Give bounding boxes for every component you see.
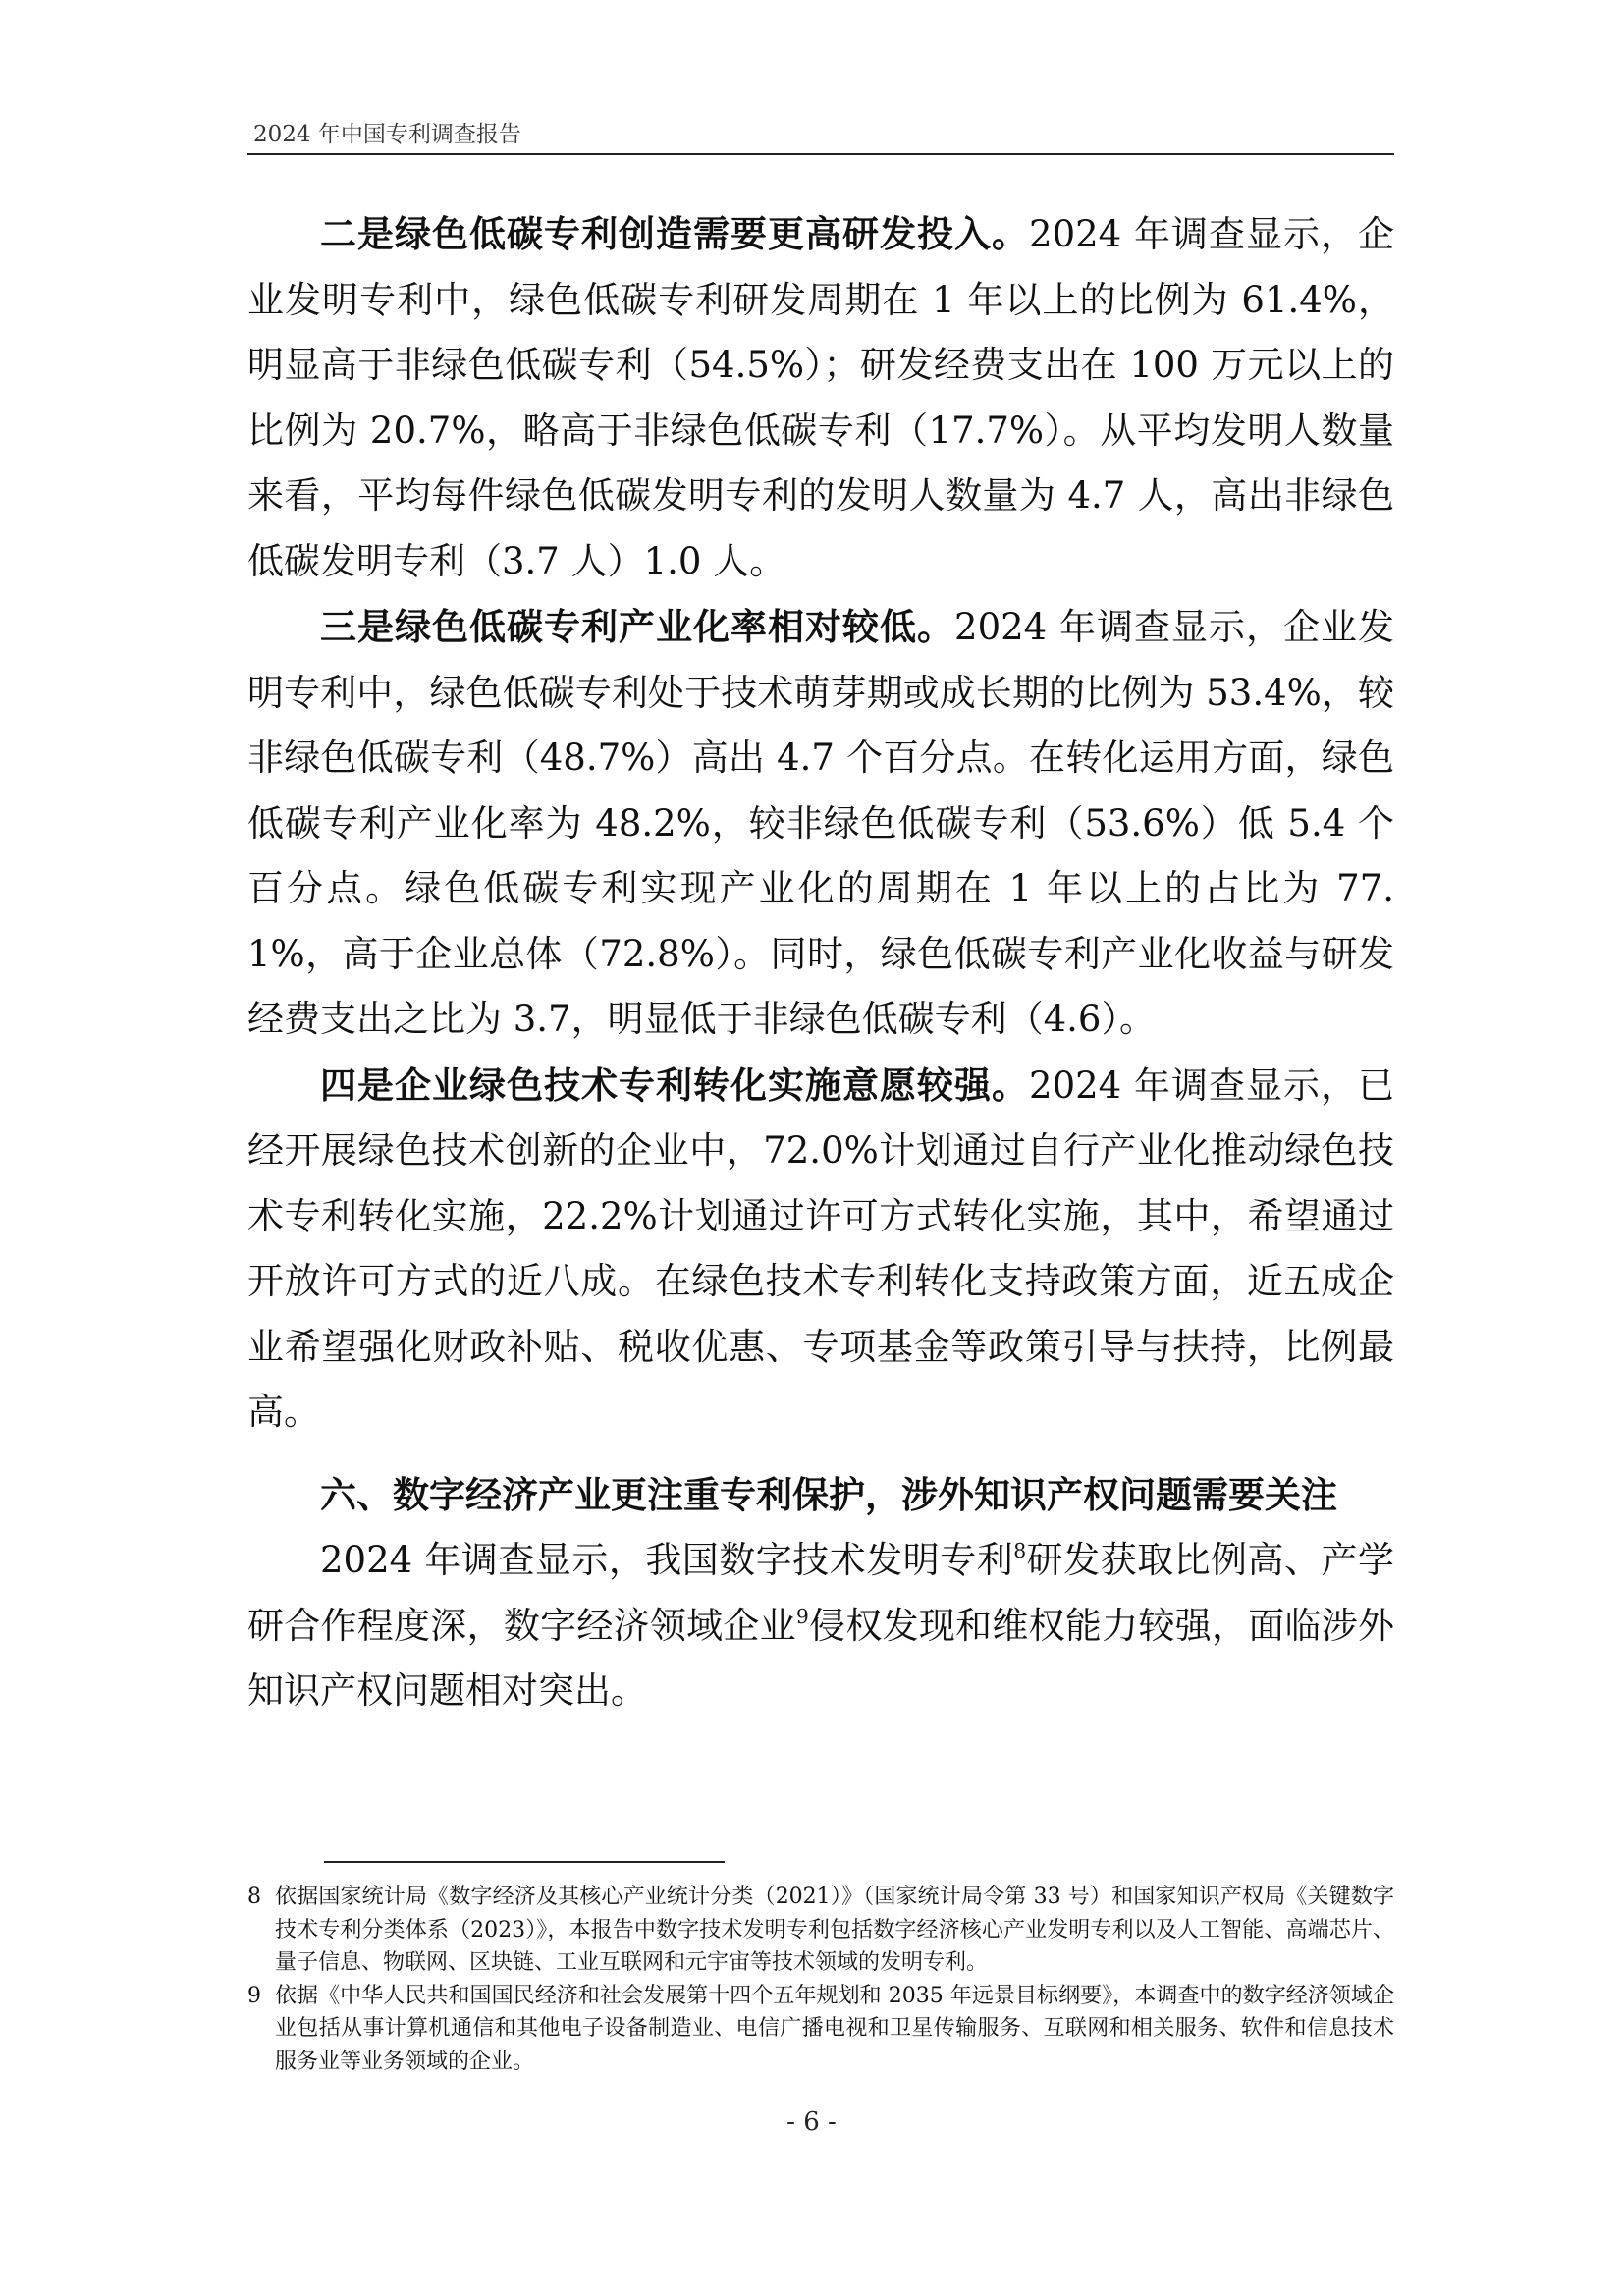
- paragraph-green-transfer-willingness: [247, 1053, 1394, 1446]
- section-text-2: 研发获取比例高、产学研合作程度深，数字经济领域企业: [247, 1539, 1394, 1647]
- paragraph-body: 2024 年调查显示，企业发明专利中，绿色低碳专利处于技术萌芽期或成长期的比例为 53.4%，较非绿色低碳专利（48.7%）高出 4.7 个百分点。在转化运用方面，绿色低碳专利产业化率为 48.2%，较非绿色低碳专利（53.6%）低 5.4 个百分点。绿色低碳专利实现产业化的周期在 1 年以上的占比为 77.1%，高于企业总体（72.8%）。同时，绿色低碳专利产业化收益与研发经费支出之比为 3.7，明显低于非绿色低碳专利（4.6）。: [247, 606, 1394, 1040]
- page-number: - 6 -: [786, 2107, 837, 2137]
- paragraph-body: 2024 年调查显示，已经开展绿色技术创新的企业中，72.0%计划通过自行产业化推动绿色技术专利转化实施，22.2%计划通过许可方式转化实施，其中，希望通过开放许可方式的近八成。在绿色技术专利转化支持政策方面，近五成企业希望强化财政补贴、税收优惠、专项基金等政策引导与扶持，比例最高。: [247, 1064, 1394, 1433]
- footnote-ref-8[interactable]: 8: [1013, 1538, 1027, 1562]
- paragraph-lead: 三是绿色低碳专利产业化率相对较低。: [320, 605, 955, 648]
- paragraph-lead: 四是企业绿色技术专利转化实施意愿较强。: [320, 1063, 1030, 1107]
- paragraph-green-rd-input: [247, 201, 1394, 594]
- footnote-ref-9[interactable]: 9: [795, 1604, 809, 1628]
- header-title: 2024 年中国专利调查报告: [253, 122, 521, 147]
- footnote-number: 8: [247, 1885, 261, 1909]
- paragraph-green-industrialization: [247, 594, 1394, 1053]
- footnote-divider: [324, 1861, 725, 1863]
- footnotes: [247, 1881, 1394, 2078]
- footnote-text: 依据国家统计局《数字经济及其核心产业统计分类（2021）》（国家统计局令第 33 号）和国家知识产权局《关键数字技术专利分类体系（2023）》，本报告中数字技术发明专利包括数字经济核心产业发明专利以及人工智能、高端芯片、量子信息、物联网、区块链、工业互联网和元宇宙等技术领域的发明专利。: [275, 1885, 1394, 1975]
- running-header: [247, 110, 1394, 155]
- section-text-3: 侵权发现和维权能力较强，面临涉外知识产权问题相对突出。: [247, 1604, 1395, 1712]
- footnote-text: 依据《中华人民共和国国民经济和社会发展第十四个五年规划和 2035 年远景目标纲要》，本调查中的数字经济领域企业包括从事计算机通信和其他电子设备制造业、电信广播电视和卫星传输服务、互联网和相关服务、软件和信息技术服务业等业务领域的企业。: [275, 1983, 1394, 2074]
- paragraph-body: 2024 年调查显示，企业发明专利中，绿色低碳专利研发周期在 1 年以上的比例为 61.4%，明显高于非绿色低碳专利（54.5%）；研发经费支出在 100 万元以上的比例为 20.7%，略高于非绿色低碳专利（17.7%）。从平均发明人数量来看，平均每件绿色低碳发明专利的发明人数量为 4.7 人，高出非绿色低碳发明专利（3.7 人）1.0 人。: [247, 213, 1394, 582]
- section-heading: 六、数字经济产业更注重专利保护，涉外知识产权问题需要关注: [320, 1473, 1337, 1516]
- section-intro-paragraph: [247, 1528, 1394, 1724]
- footnote-number: 9: [247, 1983, 261, 2008]
- paragraph-lead: 二是绿色低碳专利创造需要更高研发投入。: [320, 212, 1030, 255]
- main-content: [247, 201, 1394, 1724]
- section-text-1: 2024 年调查显示，我国数字技术发明专利: [320, 1539, 1014, 1581]
- footnote-9: [247, 1980, 1394, 2079]
- footnote-8: [247, 1881, 1394, 1980]
